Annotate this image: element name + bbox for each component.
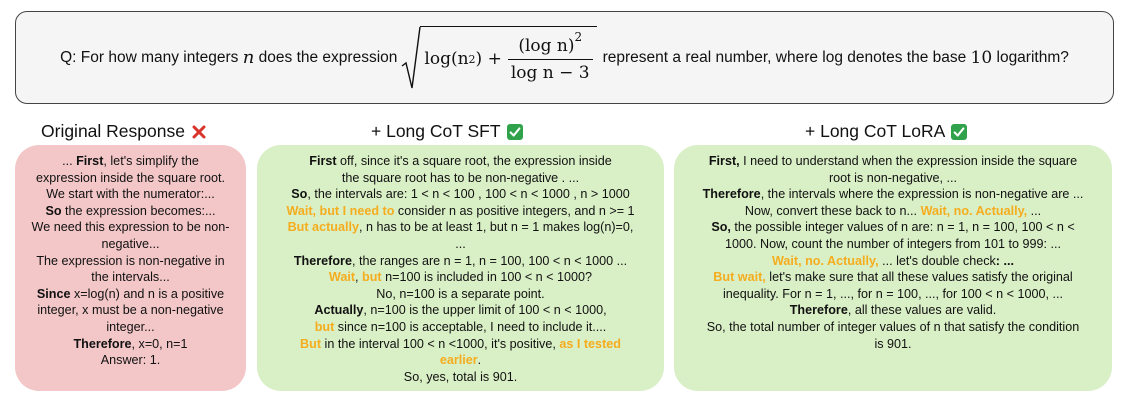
- reflection-highlight: as I tested: [559, 336, 621, 351]
- bold-keyword: First,: [708, 154, 740, 168]
- response-text: , all these values are valid.: [847, 303, 997, 318]
- response-line: [257, 236, 664, 253]
- response-line: [674, 269, 1112, 286]
- bold-keyword: Therefore: [702, 187, 761, 202]
- response-text: integer, x must be a non-negative: [37, 303, 224, 318]
- bold-keyword: Therefore: [293, 253, 352, 268]
- response-line: [674, 186, 1112, 203]
- bold-keyword: Therefore: [789, 303, 848, 318]
- bold-keyword: Actually: [314, 303, 364, 318]
- bold-keyword: So: [45, 203, 62, 218]
- response-text: the expression becomes:...: [61, 203, 216, 218]
- response-line: [257, 253, 664, 270]
- green-check-icon: [507, 124, 523, 140]
- panel-long-cot-lora: [674, 145, 1112, 391]
- response-line: [257, 153, 664, 170]
- title-original-response: Original Response: [41, 121, 207, 142]
- response-text: The expression is non-negative in: [36, 253, 225, 268]
- fraction-denominator: log n − 3: [508, 59, 593, 83]
- bold-keyword: So,: [711, 220, 731, 235]
- bold-keyword: First: [309, 154, 337, 168]
- plus-sign: +: [487, 49, 502, 69]
- response-text: ...: [455, 236, 466, 251]
- response-line: [15, 253, 246, 270]
- title-long-cot-sft: + Long CoT SFT: [371, 121, 523, 142]
- fraction-numerator: (log n)$^2$: [518, 29, 583, 56]
- title-long-cot-lora: + Long CoT LoRA: [805, 121, 967, 142]
- response-text: is 901.: [874, 336, 912, 351]
- response-text: ... let's double check: [878, 253, 996, 268]
- radicand: [420, 26, 596, 90]
- response-text: x=log(n) and n is a positive: [70, 286, 225, 301]
- reflection-highlight: Wait, no. Actually,: [771, 253, 879, 268]
- response-text: So, the total number of integer values of n that satisfy the condition: [706, 319, 1080, 334]
- response-text: off, since it's a square root, the expression inside: [336, 154, 612, 168]
- response-text: negative...: [101, 236, 160, 251]
- response-text: in the interval 100 < n <1000, it's positive,: [321, 336, 560, 351]
- response-text: ,: [355, 270, 363, 285]
- response-line: [15, 286, 246, 303]
- response-text: root is non-negative, ...: [828, 170, 958, 185]
- reflection-highlight: but: [362, 270, 382, 285]
- response-text: let's make sure that all these values satisfy the original: [765, 270, 1073, 285]
- response-text: , the intervals are: 1 < n < 100 , 100 < n < 1000 , n > 1000: [307, 187, 630, 202]
- question-box: [15, 11, 1114, 104]
- reflection-highlight: But wait,: [713, 270, 766, 285]
- response-text: the square root has to be non-negative . ...: [341, 170, 580, 185]
- response-text: Now, convert these back to n...: [744, 203, 921, 218]
- response-line: [257, 369, 664, 386]
- response-text: since n=100 is acceptable, I need to include it....: [334, 319, 607, 334]
- response-text: , the ranges are n = 1, n = 100, 100 < n < 1000 ...: [351, 253, 628, 268]
- response-text: integer...: [106, 319, 155, 334]
- question-base: 10: [970, 47, 993, 68]
- response-line: [257, 336, 664, 353]
- response-line: [674, 302, 1112, 319]
- reflection-highlight: earlier: [439, 353, 478, 368]
- reflection-highlight: But actually: [287, 220, 359, 235]
- response-text: ...: [62, 154, 77, 168]
- response-line: [15, 170, 246, 187]
- response-line: [15, 352, 246, 369]
- reflection-highlight: but: [314, 319, 335, 334]
- question-suffix: represent a real number, where log denotes the base: [602, 48, 967, 66]
- response-line: [674, 319, 1112, 336]
- response-line: [257, 286, 664, 303]
- response-line: [257, 219, 664, 236]
- response-line: [674, 286, 1112, 303]
- response-line: [15, 336, 246, 353]
- response-text: consider n as positive integers, and n >= 1: [394, 203, 635, 218]
- response-text: expression inside the square root.: [35, 170, 226, 185]
- response-line: [257, 170, 664, 187]
- sqrt-expression: [401, 26, 596, 90]
- panel-original-response: [15, 145, 246, 391]
- response-line: [15, 153, 246, 170]
- response-line: [15, 319, 246, 336]
- log-n2: log(n: [424, 49, 469, 69]
- response-line: [257, 319, 664, 336]
- response-text: Answer: 1.: [100, 353, 161, 368]
- response-text: , the intervals where the expression is non-negative are ...: [760, 187, 1084, 202]
- response-text: ...: [1027, 203, 1042, 218]
- response-text: 1000. Now, count the number of integers from 101 to 999: ...: [724, 236, 1062, 251]
- green-check-icon: [951, 124, 967, 140]
- response-text: , x=0, n=1: [131, 336, 188, 351]
- question-prefix: Q: For how many integers: [60, 48, 239, 66]
- reflection-highlight: But: [300, 336, 322, 351]
- response-line: [15, 203, 246, 220]
- response-text: So, yes, total is 901.: [403, 369, 518, 384]
- question-suffix2: logarithm?: [996, 48, 1069, 66]
- response-text: n=100 is included in 100 < n < 1000?: [381, 270, 593, 285]
- response-text: inequality. For n = 1, ..., for n = 100, ..., for 100 < n < 1000, ...: [722, 286, 1063, 301]
- response-text: We need this expression to be non-: [31, 220, 230, 235]
- response-line: [674, 336, 1112, 353]
- response-line: [257, 352, 664, 369]
- response-text: I need to understand when the expression inside the square: [739, 154, 1078, 168]
- bold-keyword: First: [76, 154, 104, 168]
- panel-long-cot-sft: [257, 145, 664, 391]
- response-text: , let's simplify the: [103, 154, 199, 168]
- red-cross-icon: [191, 124, 207, 140]
- response-line: [257, 302, 664, 319]
- bold-keyword: Since: [36, 286, 71, 301]
- response-line: [257, 203, 664, 220]
- response-line: [674, 203, 1112, 220]
- radical-sign: [401, 26, 421, 90]
- response-line: [15, 219, 246, 236]
- response-text: We start with the numerator:...: [46, 187, 215, 202]
- response-line: [674, 253, 1112, 270]
- response-text: , n=100 is the upper limit of 100 < n < 1000,: [363, 303, 607, 318]
- response-line: [15, 236, 246, 253]
- response-line: [674, 236, 1112, 253]
- reflection-highlight: Wait: [328, 270, 356, 285]
- response-text: the intervals...: [91, 270, 170, 285]
- response-line: [674, 219, 1112, 236]
- question-mid: does the expression: [258, 48, 398, 66]
- response-line: [674, 153, 1112, 170]
- response-line: [257, 186, 664, 203]
- response-line: [257, 269, 664, 286]
- response-line: [15, 186, 246, 203]
- question-var-n: n: [242, 47, 255, 68]
- response-text: No, n=100 is a separate point.: [376, 286, 545, 301]
- reflection-highlight: Wait, no. Actually,: [920, 203, 1028, 218]
- n-squared-exponent: 2: [468, 52, 476, 66]
- reflection-highlight: Wait, but I need to: [286, 203, 395, 218]
- bold-keyword: So: [291, 187, 308, 202]
- response-line: [15, 269, 246, 286]
- response-text: the possible integer values of n are: n = 1, n = 100, 100 < n <: [730, 220, 1075, 235]
- response-text: , n has to be at least 1, but n = 1 makes log(n)=0,: [358, 220, 634, 235]
- close-paren: ): [475, 49, 483, 69]
- bold-keyword: : ...: [995, 253, 1014, 268]
- response-line: [15, 302, 246, 319]
- response-text: .: [477, 353, 482, 368]
- response-line: [674, 170, 1112, 187]
- numerator-exponent: 2: [574, 29, 583, 44]
- fraction: [508, 29, 593, 83]
- bold-keyword: Therefore: [73, 336, 132, 351]
